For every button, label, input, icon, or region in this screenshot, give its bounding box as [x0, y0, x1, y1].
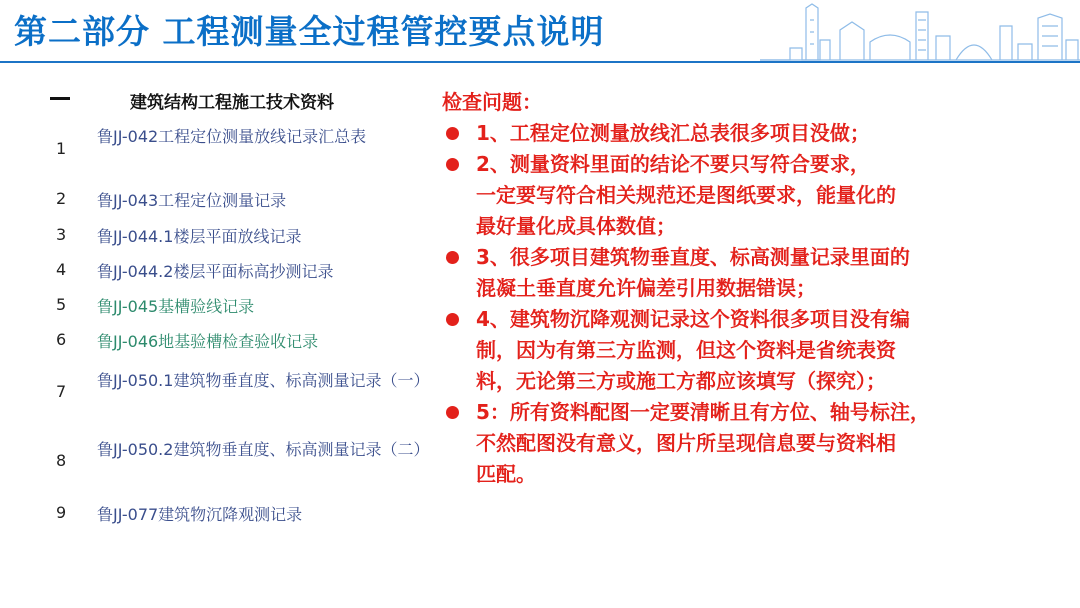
issue-item: 4、建筑物沉降观测记录这个资料很多项目没有编 制，因为有第三方监测，但这个资料是省统表资 料，无论第三方或施工方都应该填写（探究）； — [440, 304, 1070, 397]
row-number: 4 — [56, 260, 67, 279]
row-number: 1 — [56, 139, 67, 158]
issues-heading: 检查问题： — [442, 90, 542, 114]
record-name: 鲁JJ-044.1楼层平面放线记录 — [97, 227, 302, 246]
record-name: 鲁JJ-050.1建筑物垂直度、标高测量记录（一） — [97, 371, 430, 390]
row-number: 9 — [56, 503, 67, 522]
record-name: 鲁JJ-045基槽验线记录 — [97, 297, 255, 316]
row-number: 3 — [56, 225, 67, 244]
bullet-icon — [446, 127, 459, 140]
bullet-icon — [446, 158, 459, 171]
bullet-icon — [446, 251, 459, 264]
record-name: 鲁JJ-044.2楼层平面标高抄测记录 — [97, 262, 334, 281]
record-name: 鲁JJ-043工程定位测量记录 — [97, 191, 287, 210]
bullet-icon — [446, 406, 459, 419]
record-name: 鲁JJ-042工程定位测量放线记录汇总表 — [97, 127, 367, 146]
section-title-header: 建筑结构工程施工技术资料 — [130, 93, 334, 113]
row-number: 2 — [56, 189, 67, 208]
issue-item: 3、很多项目建筑物垂直度、标高测量记录里面的 混凝土垂直度允许偏差引用数据错误； — [440, 242, 1070, 304]
page-title: 第二部分 工程测量全过程管控要点说明 — [14, 12, 605, 51]
issues-list — [440, 118, 1070, 490]
issue-item: 1、工程定位测量放线汇总表很多项目没做； — [440, 118, 1070, 149]
row-number: 7 — [56, 382, 67, 401]
header-divider — [0, 61, 1080, 63]
bullet-icon — [446, 313, 459, 326]
section-number-header — [50, 88, 74, 100]
issues-panel — [440, 88, 1070, 490]
record-name: 鲁JJ-046地基验槽检查验收记录 — [97, 332, 319, 351]
row-number: 6 — [56, 330, 67, 349]
issue-item: 5：所有资料配图一定要清晰且有方位、轴号标注， 不然配图没有意义，图片所呈现信息要与资料相 匹配。 — [440, 397, 1070, 490]
row-number: 5 — [56, 295, 67, 314]
header — [0, 0, 1080, 64]
record-name: 鲁JJ-077建筑物沉降观测记录 — [97, 505, 303, 524]
city-skyline-graphic — [760, 0, 1080, 62]
record-name: 鲁JJ-050.2建筑物垂直度、标高测量记录（二） — [97, 440, 430, 459]
row-number: 8 — [56, 451, 67, 470]
issue-item: 2、测量资料里面的结论不要只写符合要求， 一定要写符合相关规范还是图纸要求，能量化的 最好量化成具体数值； — [440, 149, 1070, 242]
